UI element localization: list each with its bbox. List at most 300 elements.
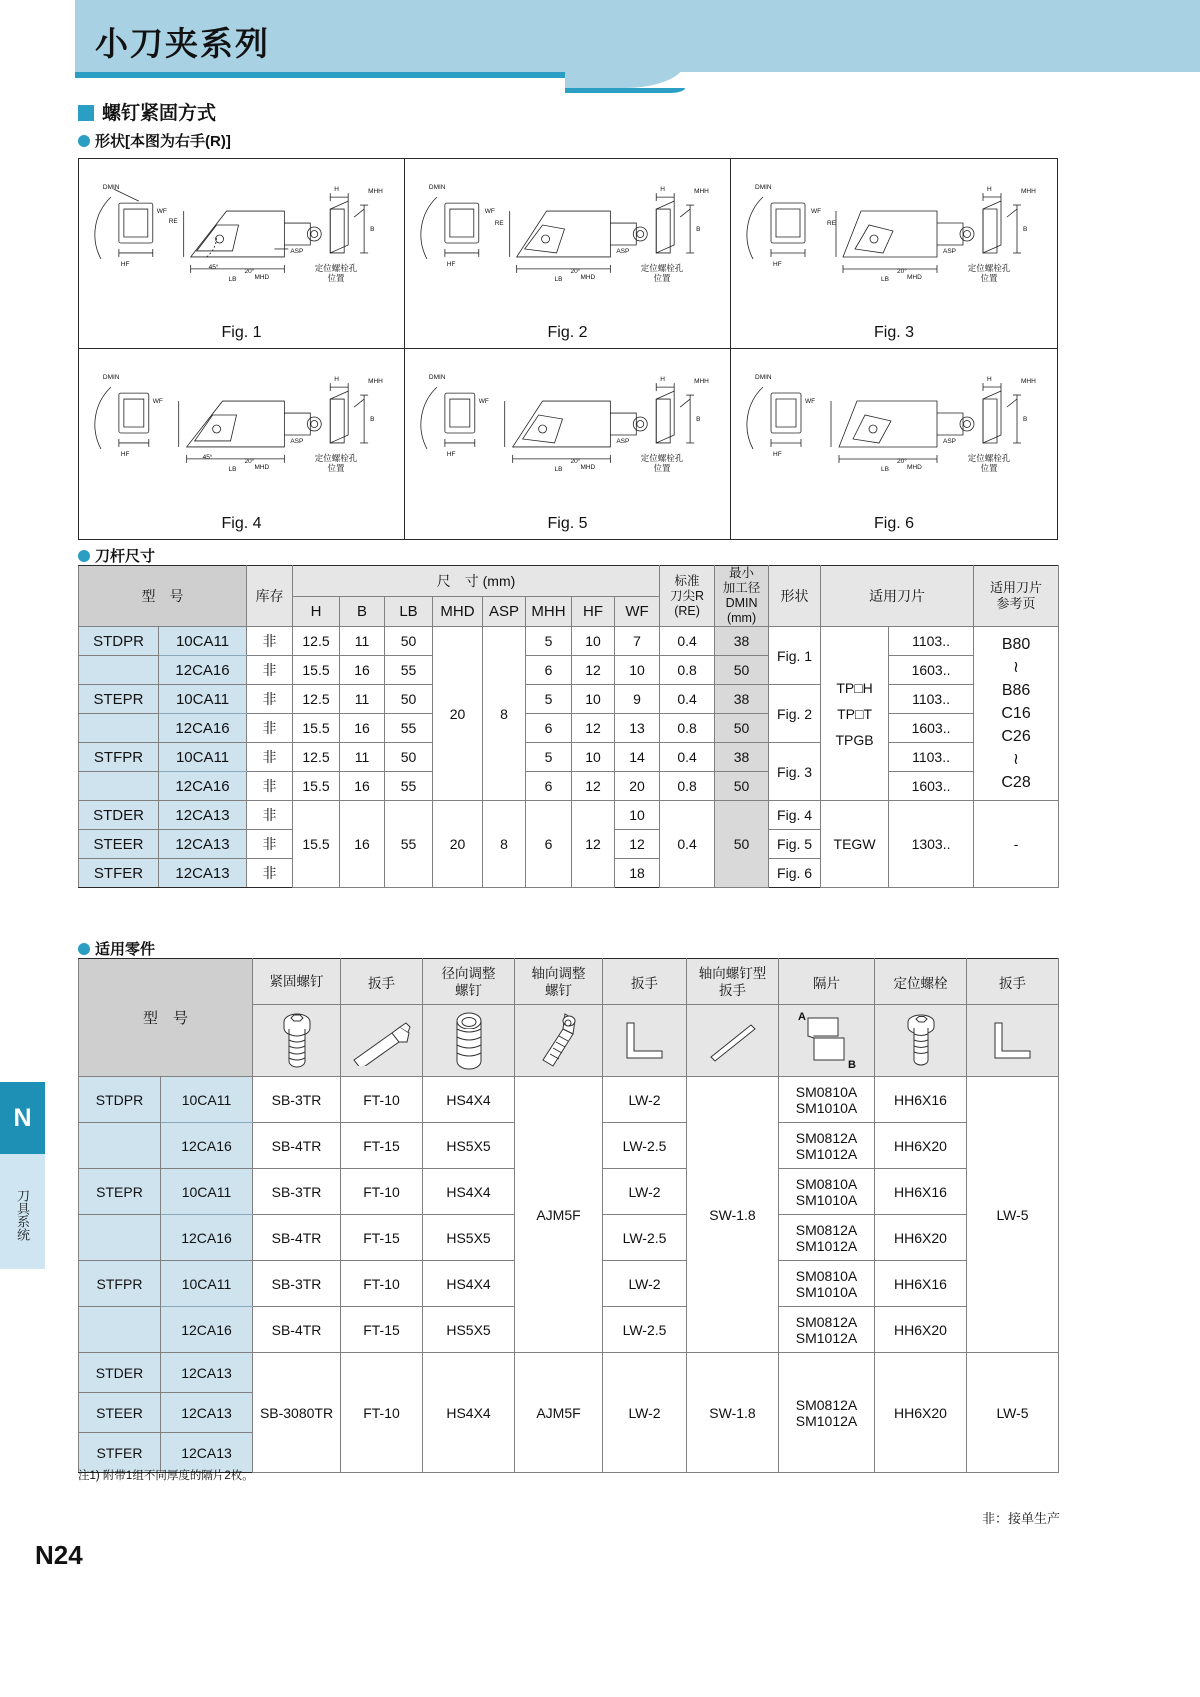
dim-col-insert: 适用刀片 [821,566,974,627]
svg-text:WF: WF [811,208,822,215]
cell-hf: 10 [572,743,615,772]
svg-text:H: H [660,376,665,384]
cell-dmin: 38 [715,743,769,772]
section-shape [78,130,231,151]
cell-shape: Fig. 1 [769,627,821,685]
figure-label-6: Fig. 6 [873,515,914,532]
cell-re: 0.4 [660,801,715,888]
insert-type-3: TPGB [835,731,874,748]
cell-wrench2: LW-2 [603,1353,687,1473]
figure-cell-4 [79,349,405,539]
svg-text:B: B [847,1058,856,1071]
svg-text:HF: HF [120,450,130,458]
cell-shim: SM0812A SM1012A [779,1123,875,1169]
svg-text:H: H [334,186,339,194]
cell-insert-code: 1103.. [889,743,974,772]
cell-radial-screw: HS4X4 [423,1077,515,1123]
parts-header-row-1 [79,959,1059,1005]
cell-bolt: HH6X16 [875,1077,967,1123]
holder-dimension-table [78,565,1059,888]
cell-dmin: 38 [715,627,769,656]
cell-ref-page: - [974,801,1059,888]
parts-col-model: 型 号 [79,959,253,1077]
tool-holder-diagram-6 [731,351,1057,501]
table-row [79,1077,1059,1123]
model-code: 12CA16 [159,714,247,743]
svg-text:WF: WF [478,398,489,406]
cell-wf: 7 [615,627,660,656]
dim-col-lb: LB [385,596,433,627]
svg-text:20°: 20° [570,267,581,275]
cell-bolt: HH6X20 [875,1307,967,1353]
table-row [79,685,1059,714]
svg-text:MHD: MHD [254,273,270,281]
section-shape-label: 形状[本图为右手(R)] [95,133,231,150]
svg-text:ASP: ASP [943,438,957,445]
svg-text:DMIN: DMIN [428,374,446,382]
svg-text:MHD: MHD [254,463,270,471]
cell-wf: 13 [615,714,660,743]
cell-wrench: FT-10 [341,1261,423,1307]
svg-text:HF: HF [773,261,782,268]
cell-b: 16 [340,801,385,888]
cell-insert-code: 1603.. [889,656,974,685]
cell-wf: 18 [615,859,660,888]
stock-cell: 非 [247,743,293,772]
dim-col-dmin: 最小 加工径 DMIN (mm) [715,566,769,627]
model-code: 10CA11 [161,1169,253,1215]
cell-wrench: FT-10 [341,1353,423,1473]
cell-insert-types [821,627,889,801]
dot-bullet-icon [78,943,90,955]
tool-holder-diagram-3 [731,161,1057,311]
svg-text:DMIN: DMIN [102,184,120,192]
cell-rod-wrench: SW-1.8 [687,1077,779,1353]
torx-wrench-icon [341,1005,423,1077]
model-code: 12CA13 [159,859,247,888]
cell-b: 16 [340,714,385,743]
svg-text:B: B [370,416,375,424]
svg-text:WF: WF [152,398,163,406]
dim-col-asp: ASP [483,596,526,627]
cell-radial-screw: HS4X4 [423,1169,515,1215]
figure-cell-6 [731,349,1057,539]
model-series [79,656,159,685]
svg-text:WF: WF [805,398,816,405]
cell-dmin: 38 [715,685,769,714]
cell-wrench2: LW-2.5 [603,1123,687,1169]
parts-col-rod-wrench: 轴向螺钉型 扳手 [687,959,779,1005]
table-row [79,656,1059,685]
dim-col-hf: HF [572,596,615,627]
svg-text:DMIN: DMIN [755,374,772,381]
svg-text:DMIN: DMIN [102,374,120,382]
cell-insert-code: 1103.. [889,627,974,656]
svg-text:MHH: MHH [694,378,709,386]
svg-text:RE: RE [168,218,178,226]
model-code: 12CA16 [161,1123,253,1169]
figure-cell-3 [731,159,1057,349]
section-parts [78,938,155,959]
table-row [79,743,1059,772]
parts-col-axial-screw: 轴向调整 螺钉 [515,959,603,1005]
figure-caption-1: 定位螺栓孔 位置 [314,263,358,283]
clamp-screw-icon [253,1005,341,1077]
dot-bullet-icon [78,135,90,147]
ref-3: B86 [1001,682,1031,699]
svg-text:20°: 20° [244,267,255,275]
model-series: STFPR [79,743,159,772]
dim-col-shape: 形状 [769,566,821,627]
model-code: 10CA11 [161,1077,253,1123]
model-code: 10CA11 [159,685,247,714]
figure-cell-2 [405,159,731,349]
cell-shape: Fig. 4 [769,801,821,830]
cell-asp: 8 [483,801,526,888]
cell-wrench2: LW-2.5 [603,1307,687,1353]
cell-insert-types: TEGW [821,801,889,888]
ref-2: ≀ [1013,659,1020,676]
ref-1: B80 [1001,636,1031,653]
svg-text:H: H [334,376,339,384]
cell-insert-code: 1603.. [889,714,974,743]
figure-label-5: Fig. 5 [547,515,588,532]
axial-adjust-screw-icon [515,1005,603,1077]
svg-text:HF: HF [446,450,456,458]
svg-text:LB: LB [881,466,889,473]
dim-col-stock: 库存 [247,566,293,627]
cell-wrench2: LW-2.5 [603,1215,687,1261]
dim-col-h: H [293,596,340,627]
page-number: N24 [35,1540,83,1570]
dim-col-nose-r: 标准 刀尖R (RE) [660,566,715,627]
cell-shape: Fig. 3 [769,743,821,801]
cell-b: 16 [340,772,385,801]
dim-col-wf: WF [615,596,660,627]
section-holder-dim-label: 刀杆尺寸 [95,548,156,565]
cell-re: 0.4 [660,685,715,714]
svg-text:20°: 20° [897,268,907,275]
stock-cell: 非 [247,830,293,859]
svg-text:DMIN: DMIN [428,184,446,192]
model-series [79,772,159,801]
model-series: STFPR [79,1261,161,1307]
cell-wrench: FT-15 [341,1215,423,1261]
cell-wrench: FT-15 [341,1123,423,1169]
svg-text:20°: 20° [244,457,255,465]
cell-mhh: 6 [526,714,572,743]
stock-cell: 非 [247,656,293,685]
cell-insert-code: 1303.. [889,801,974,888]
cell-insert-code: 1603.. [889,772,974,801]
cell-h: 12.5 [293,743,340,772]
cell-lb: 55 [385,772,433,801]
cell-axial-screw: AJM5F [515,1353,603,1473]
parts-col-wrench: 扳手 [341,959,423,1005]
stock-cell: 非 [247,714,293,743]
cell-b: 11 [340,627,385,656]
parts-col-wrench3: 扳手 [967,959,1059,1005]
cell-dmin: 50 [715,714,769,743]
svg-text:H: H [660,186,665,194]
cell-mhd: 20 [433,627,483,801]
cell-radial-screw: HS5X5 [423,1123,515,1169]
cell-dmin: 50 [715,772,769,801]
cell-shim: SM0812A SM1012A [779,1353,875,1473]
model-code: 12CA13 [161,1433,253,1473]
cell-wf: 9 [615,685,660,714]
figure-cell-5 [405,349,731,539]
cell-shape: Fig. 6 [769,859,821,888]
cell-radial-screw: HS4X4 [423,1353,515,1473]
model-code: 12CA13 [159,801,247,830]
svg-text:ASP: ASP [943,248,957,255]
section-clamp-method [78,98,216,125]
footnote: 注1) 附带1组不同厚度的隔片2枚。 [78,1470,254,1482]
svg-text:B: B [370,226,375,234]
svg-text:LB: LB [228,465,237,473]
svg-text:ASP: ASP [616,247,630,255]
cell-hf: 12 [572,714,615,743]
cell-wrench2: LW-2 [603,1169,687,1215]
cell-re: 0.8 [660,656,715,685]
model-code: 12CA13 [161,1353,253,1393]
svg-text:MHD: MHD [907,274,922,281]
stock-cell: 非 [247,627,293,656]
model-series: STDPR [79,1077,161,1123]
cell-lb: 55 [385,656,433,685]
svg-text:HF: HF [773,451,782,458]
svg-text:B: B [1023,226,1028,233]
cell-shim: SM0810A SM1010A [779,1169,875,1215]
tool-holder-diagram-4 [79,351,404,501]
figure-caption-2: 定位螺栓孔 位置 [640,263,684,283]
cell-wrench3: LW-5 [967,1077,1059,1353]
tool-holder-diagram-5 [405,351,730,501]
svg-text:ASP: ASP [290,247,304,255]
cell-clamp-screw: SB-3TR [253,1077,341,1123]
model-series: STDER [79,1353,161,1393]
stock-cell: 非 [247,685,293,714]
cell-wrench3: LW-5 [967,1353,1059,1473]
cell-clamp-screw: SB-3TR [253,1261,341,1307]
cell-ref-page [974,627,1059,801]
svg-text:MHH: MHH [368,188,383,196]
svg-text:B: B [696,416,701,424]
cell-mhh: 5 [526,627,572,656]
model-series: STEPR [79,1169,161,1215]
cell-h: 15.5 [293,714,340,743]
model-series: STDPR [79,627,159,656]
svg-text:ASP: ASP [290,437,304,445]
ref-6: ≀ [1013,751,1020,768]
cell-mhh: 6 [526,772,572,801]
model-code: 12CA16 [159,656,247,685]
ref-7: C28 [1001,774,1031,791]
svg-text:ASP: ASP [616,437,630,445]
dim-col-ref-page: 适用刀片 参考页 [974,566,1059,627]
cell-wf: 12 [615,830,660,859]
parts-col-bolt: 定位螺栓 [875,959,967,1005]
cell-shape: Fig. 5 [769,830,821,859]
figure-label-4: Fig. 4 [221,515,262,532]
model-series: STEER [79,830,159,859]
hex-key-icon [967,1005,1059,1077]
svg-text:MHH: MHH [694,188,709,196]
cell-dmin: 50 [715,656,769,685]
cell-radial-screw: HS5X5 [423,1215,515,1261]
cell-clamp-screw: SB-3080TR [253,1353,341,1473]
cell-clamp-screw: SB-4TR [253,1307,341,1353]
table-row [79,1353,1059,1393]
cell-lb: 50 [385,743,433,772]
section-clamp-method-label: 螺钉紧固方式 [102,103,217,124]
svg-text:MHH: MHH [1021,378,1036,385]
model-series: STDER [79,801,159,830]
svg-text:H: H [987,186,992,193]
cell-hf: 12 [572,772,615,801]
parts-col-radial-screw: 径向调整 螺钉 [423,959,515,1005]
model-series [79,1307,161,1353]
ref-5: C26 [1001,728,1031,745]
svg-text:20°: 20° [570,457,581,465]
table-row [79,772,1059,801]
header-curve-accent [565,58,685,88]
cell-shim: SM0810A SM1010A [779,1261,875,1307]
insert-type-1: TP□H [836,679,873,696]
cell-clamp-screw: SB-4TR [253,1215,341,1261]
square-bullet-icon [78,105,94,121]
table-row [79,801,1059,830]
svg-text:MHD: MHD [580,463,596,471]
dim-col-dims-group: 尺 寸 (mm) [293,566,660,597]
cell-hf: 10 [572,685,615,714]
stock-cell: 非 [247,772,293,801]
parts-col-clamp-screw: 紧固螺钉 [253,959,341,1005]
model-series: STEPR [79,685,159,714]
locating-bolt-icon [875,1005,967,1077]
svg-text:A: A [797,1010,806,1023]
figure-label-1: Fig. 1 [221,324,262,341]
cell-radial-screw: HS4X4 [423,1261,515,1307]
cell-mhh: 5 [526,743,572,772]
cell-h: 15.5 [293,772,340,801]
tool-holder-diagram-1 [79,161,404,311]
section-holder-dim [78,545,155,566]
cell-hf: 10 [572,627,615,656]
cell-mhh: 6 [526,801,572,888]
cell-wf: 20 [615,772,660,801]
model-series: STFER [79,859,159,888]
cell-bolt: HH6X20 [875,1123,967,1169]
cell-wrench2: LW-2 [603,1077,687,1123]
stock-legend: 非：接单生产 [981,1511,1060,1526]
cell-bolt: HH6X20 [875,1353,967,1473]
cell-rod-wrench: SW-1.8 [687,1353,779,1473]
cell-shim: SM0812A SM1012A [779,1307,875,1353]
svg-text:B: B [1023,416,1028,423]
svg-text:DMIN: DMIN [755,184,772,191]
cell-mhh: 5 [526,685,572,714]
cell-hf: 12 [572,801,615,888]
section-tab-label: 刀具系统 [0,1154,45,1269]
dim-header-row-1 [79,566,1059,597]
cell-re: 0.8 [660,772,715,801]
model-code: 12CA16 [161,1307,253,1353]
cell-axial-screw: AJM5F [515,1077,603,1353]
model-code: 10CA11 [159,743,247,772]
figure-cell-1 [79,159,405,349]
insert-type-2: TP□T [837,705,872,722]
shim-icon [779,1005,875,1077]
cell-dmin: 50 [715,801,769,888]
radial-adjust-screw-icon [423,1005,515,1077]
model-code: 12CA13 [161,1393,253,1433]
ref-4: C16 [1001,705,1031,722]
figure-label-2: Fig. 2 [547,324,588,341]
model-series [79,1215,161,1261]
cell-radial-screw: HS5X5 [423,1307,515,1353]
dim-col-b: B [340,596,385,627]
cell-re: 0.4 [660,743,715,772]
svg-text:HF: HF [120,260,130,268]
svg-text:MHD: MHD [580,273,596,281]
dim-col-mhd: MHD [433,596,483,627]
rod-wrench-icon [687,1005,779,1077]
cell-wf: 10 [615,801,660,830]
cell-bolt: HH6X20 [875,1215,967,1261]
svg-text:LB: LB [554,465,563,473]
figure-caption-3: 定位螺栓孔 位置 [967,263,1011,283]
cell-wrench: FT-10 [341,1077,423,1123]
cell-h: 12.5 [293,685,340,714]
svg-text:MHD: MHD [907,464,922,471]
cell-wrench: FT-10 [341,1169,423,1215]
hex-key-icon [603,1005,687,1077]
figure-caption-5: 定位螺栓孔 位置 [640,453,684,473]
figure-grid [78,158,1058,540]
cell-wf: 14 [615,743,660,772]
cell-mhh: 6 [526,656,572,685]
model-code: 12CA16 [159,772,247,801]
stock-cell: 非 [247,801,293,830]
cell-wrench2: LW-2 [603,1261,687,1307]
figure-label-3: Fig. 3 [873,324,914,341]
svg-text:MHH: MHH [1021,188,1036,195]
cell-re: 0.4 [660,627,715,656]
cell-re: 0.8 [660,714,715,743]
cell-b: 11 [340,685,385,714]
cell-h: 12.5 [293,627,340,656]
cell-shim: SM0810A SM1010A [779,1077,875,1123]
cell-hf: 12 [572,656,615,685]
svg-text:LB: LB [554,275,563,283]
cell-lb: 50 [385,685,433,714]
table-row [79,627,1059,656]
svg-text:WF: WF [156,208,167,216]
section-tab-letter: N [0,1082,45,1154]
svg-text:45°: 45° [202,453,213,461]
parts-col-shim: 隔片 [779,959,875,1005]
page-header [0,0,1200,88]
dim-col-mhh: MHH [526,596,572,627]
svg-text:RE: RE [827,220,837,227]
cell-lb: 55 [385,801,433,888]
cell-clamp-screw: SB-4TR [253,1123,341,1169]
svg-text:20°: 20° [897,458,907,465]
section-parts-label: 适用零件 [95,941,156,958]
model-series: STFER [79,1433,161,1473]
